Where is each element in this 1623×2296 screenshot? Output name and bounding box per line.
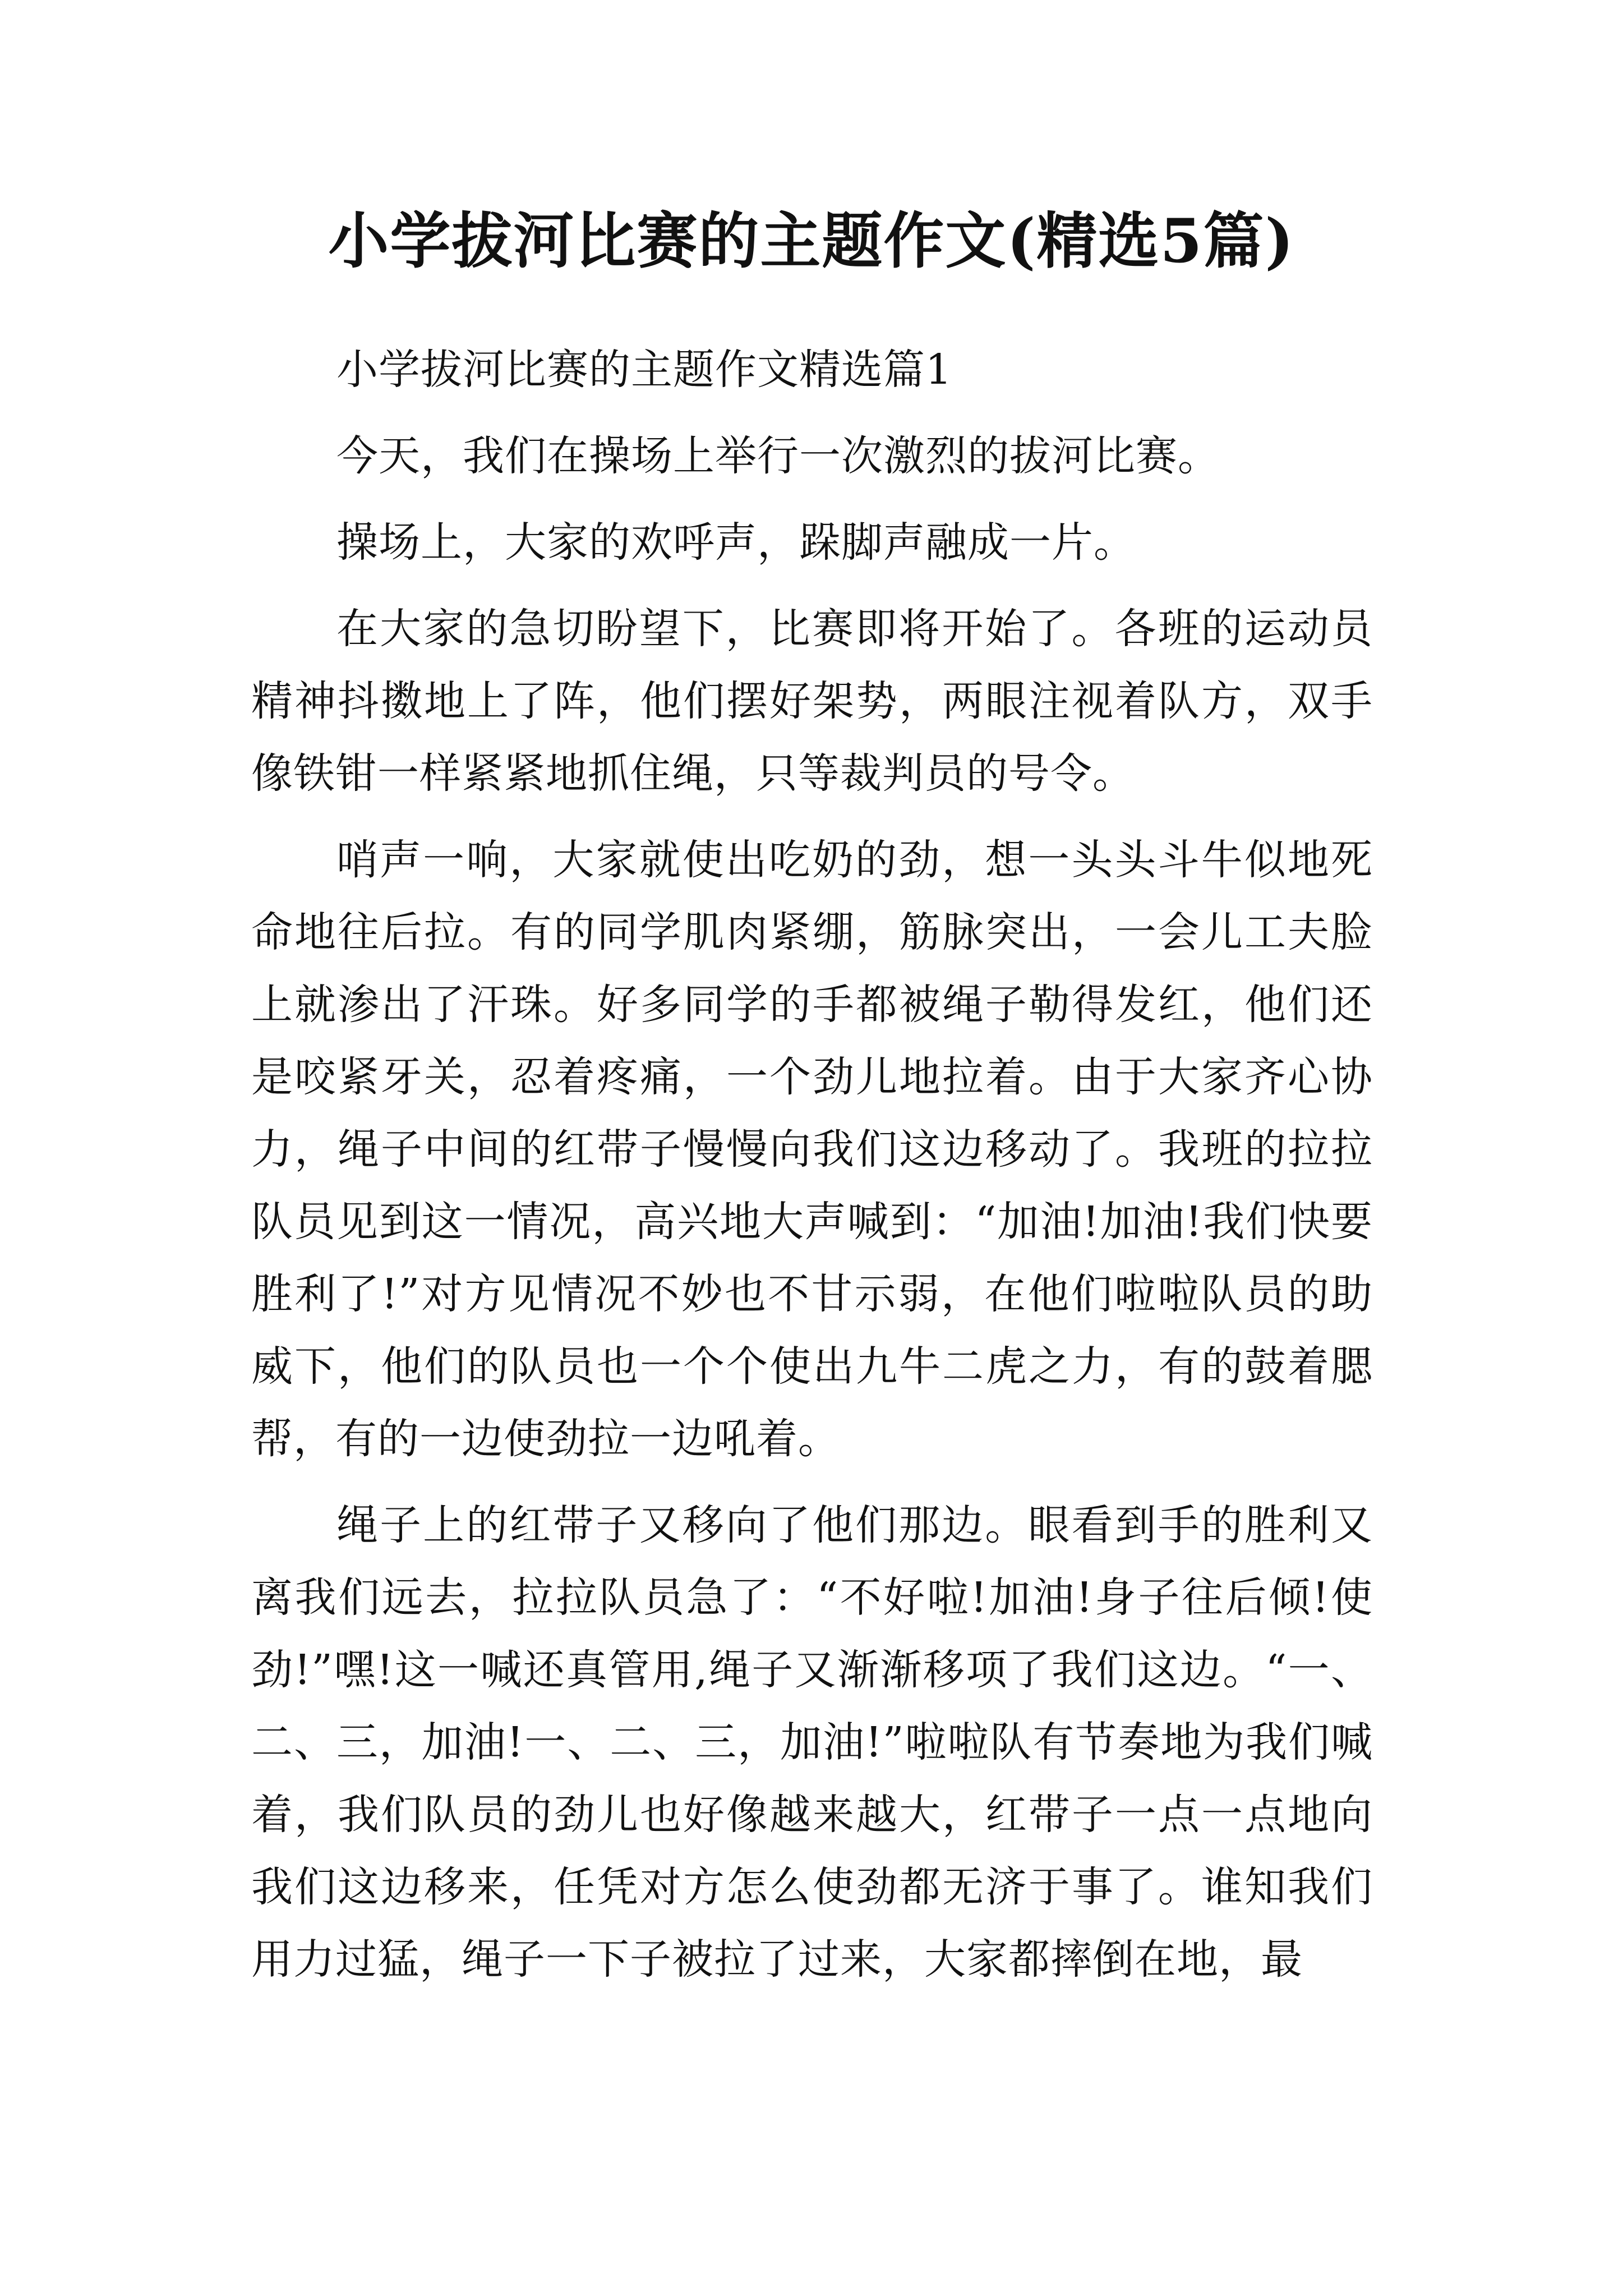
paragraph: 操场上，大家的欢呼声，跺脚声融成一片。 xyxy=(336,518,1136,567)
document-body xyxy=(251,334,1373,2010)
paragraph: 绳子上的红带子又移向了他们那边。眼看到手的胜利又离我们远去，拉拉队员急了：“不好啦!加油!身子往后倾!使劲!”嘿!这一喊还真管用,绳子又渐渐移项了我们这边。“一、二、三，加油!一、二、三，加油!”啦啦队有节奏地为我们喊着，我们队员的劲儿也好像越来越大，红带子一点一点地向我们这边移来，任凭对方怎么使劲都无济于事了。谁知我们用力过猛，绳子一下子被拉了过来，大家都摔倒在地，最 xyxy=(251,1501,1373,1984)
paragraph: 在大家的急切盼望下，比赛即将开始了。各班的运动员精神抖擞地上了阵，他们摆好架势，两眼注视着队方，双手像铁钳一样紧紧地抓住绳，只等裁判员的号令。 xyxy=(251,605,1373,798)
paragraph: 今天，我们在操场上举行一次激烈的拔河比赛。 xyxy=(336,432,1220,480)
paragraph: 哨声一响，大家就使出吃奶的劲，想一头头斗牛似地死命地往后拉。有的同学肌肉紧绷，筋脉突出，一会儿工夫脸上就渗出了汗珠。好多同学的手都被绳子勒得发红，他们还是咬紧牙关，忍着疼痛，一个劲儿地拉着。由于大家齐心协力，绳子中间的红带子慢慢向我们这边移动了。我班的拉拉队员见到这一情况，高兴地大声喊到：“加油!加油!我们快要胜利了!”对方见情况不妙也不甘示弱，在他们啦啦队员的助威下，他们的队员也一个个使出九牛二虎之力，有的鼓着腮帮，有的一边使劲拉一边吼着。 xyxy=(251,836,1373,1463)
section-heading: 小学拔河比赛的主题作文精选篇1 xyxy=(336,346,953,394)
document-title: 小学拔河比赛的主题作文(精选5篇) xyxy=(328,206,1295,277)
